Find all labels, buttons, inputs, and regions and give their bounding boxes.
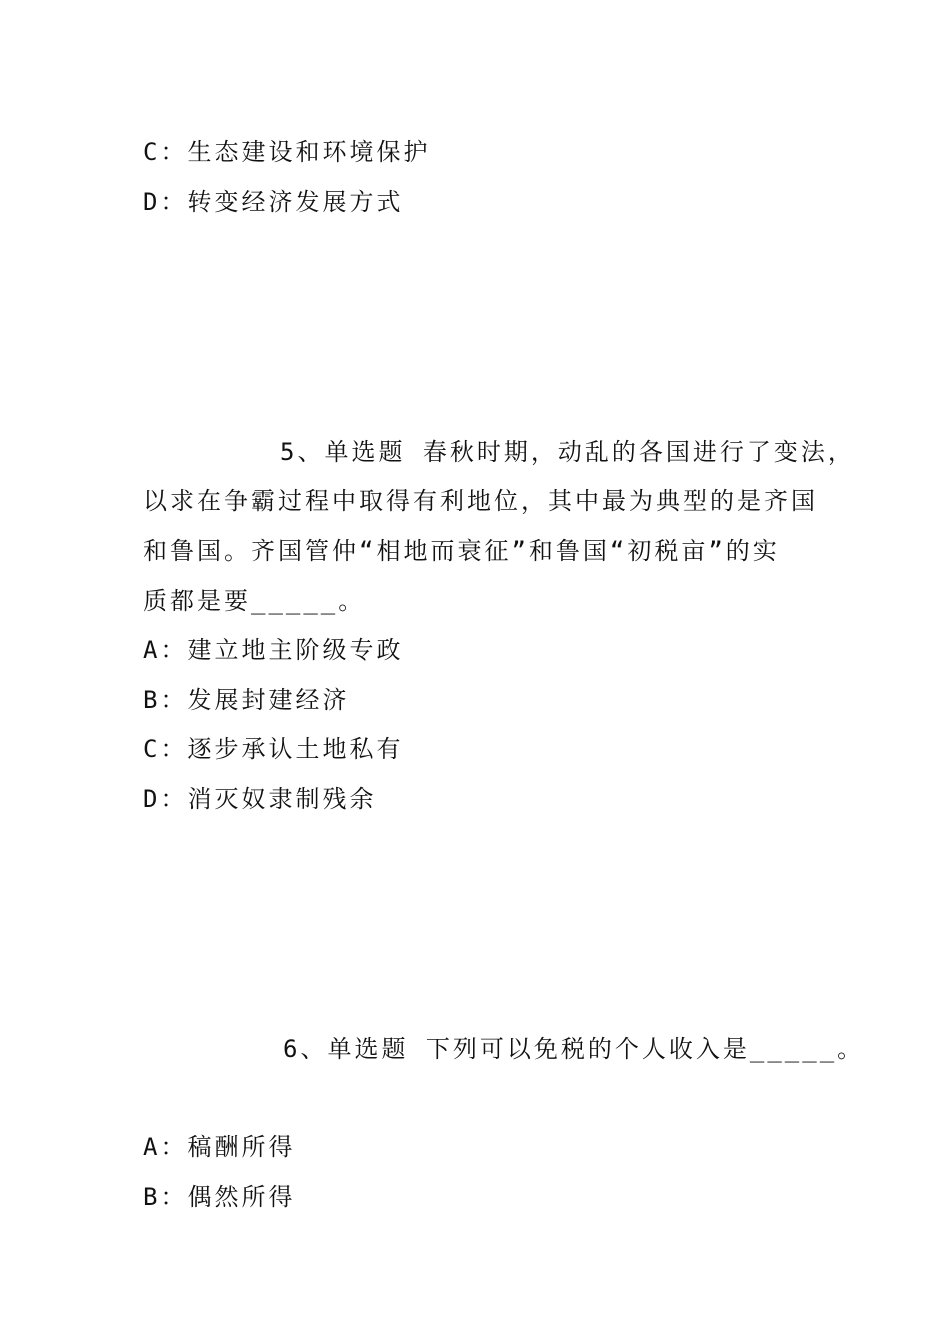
q6-stem: 6、单选题 下列可以免税的个人收入是_____。 bbox=[283, 1035, 865, 1063]
q6-option-a: A：稿酬所得 bbox=[143, 1133, 296, 1161]
q5-option-d: D：消灭奴隶制残余 bbox=[143, 785, 377, 813]
q5-option-c: C：逐步承认土地私有 bbox=[143, 735, 404, 763]
q5-stem-line-3: 和鲁国。齐国管仲“相地而衰征”和鲁国“初税亩”的实 bbox=[143, 537, 780, 565]
q4-option-d: D：转变经济发展方式 bbox=[143, 188, 404, 216]
q4-option-c: C：生态建设和环境保护 bbox=[143, 138, 431, 166]
q5-stem-line-2: 以求在争霸过程中取得有利地位，其中最为典型的是齐国 bbox=[143, 487, 818, 515]
q5-stem-line-4: 质都是要_____。 bbox=[143, 587, 366, 615]
q5-option-a: A：建立地主阶级专政 bbox=[143, 636, 404, 664]
q5-option-b: B：发展封建经济 bbox=[143, 686, 350, 714]
q5-stem-line-1: 5、单选题 春秋时期，动乱的各国进行了变法， bbox=[280, 438, 855, 466]
q6-option-b: B：偶然所得 bbox=[143, 1183, 296, 1211]
